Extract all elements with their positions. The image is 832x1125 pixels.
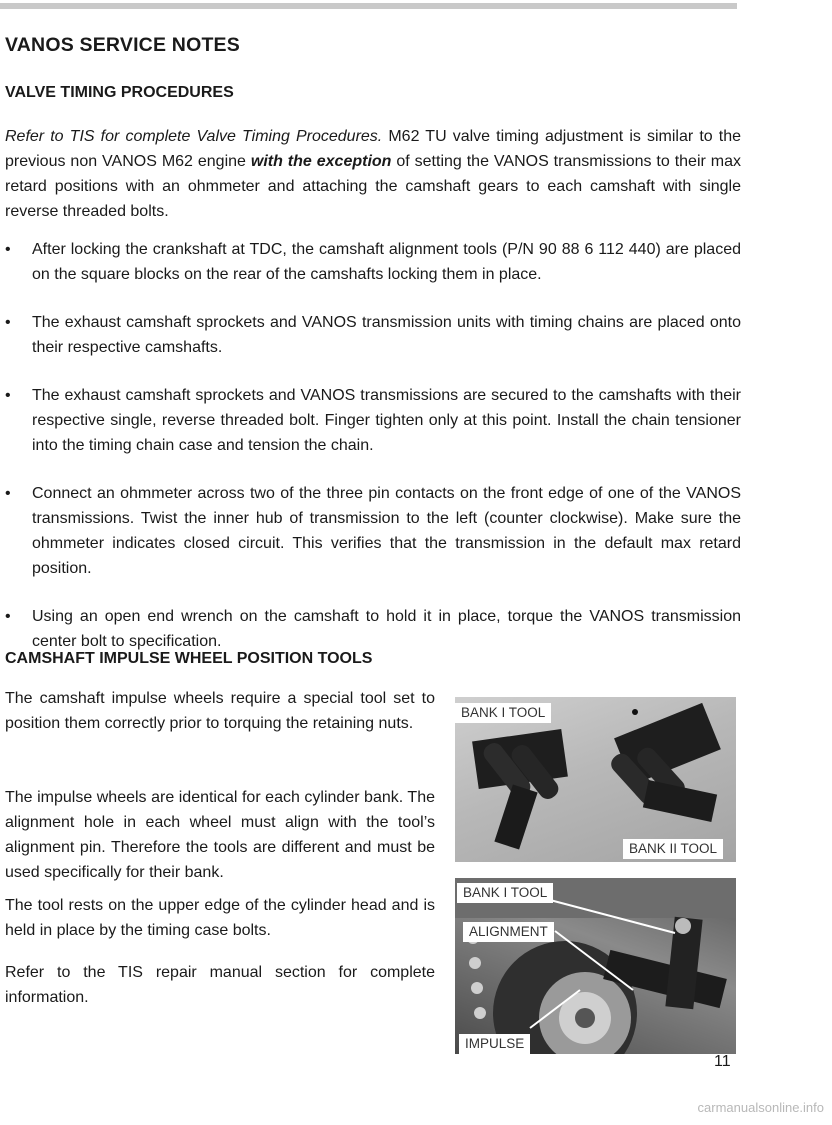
tool-set-photo: [455, 697, 736, 862]
bullet-icon: •: [5, 241, 11, 258]
bank-one-tool-label: BANK I TOOL: [457, 883, 553, 903]
section-heading-impulse-tools: CAMSHAFT IMPULSE WHEEL POSITION TOOLS: [5, 650, 373, 667]
bullet-icon: •: [5, 387, 11, 404]
header-rule: [0, 3, 737, 9]
body-paragraph: The impulse wheels are identical for each cylinder bank. The alignment hole in each wheel must align with the tool’s alignment pin. Therefore the tools are different and must be used specifically for their bank.: [5, 789, 435, 881]
body-paragraph: The tool rests on the upper edge of the cylinder head and is held in place by the timing case bolts.: [5, 897, 435, 939]
alignment-label: ALIGNMENT: [463, 922, 554, 942]
list-item: • The exhaust camshaft sprockets and VANOS transmission units with timing chains are placed onto their respective camshafts.: [5, 310, 741, 360]
bank-two-tool-label: BANK II TOOL: [623, 839, 723, 859]
list-item: • The exhaust camshaft sprockets and VANOS transmissions are secured to the camshafts with their respective single, reverse threaded bolt. Finger tighten only at this point. Install the chain tensioner into the timing chain case and tension the chain.: [5, 383, 741, 458]
page-title: VANOS SERVICE NOTES: [5, 34, 240, 56]
intro-lead: Refer to TIS for complete Valve Timing Procedures.: [5, 128, 383, 145]
intro-part2: of setting the VANOS transmissions to their max retard positions with an ohmmeter and attaching the camshaft gears to each camshaft with single reverse threaded bolts.: [5, 153, 741, 220]
procedure-list: [5, 237, 741, 677]
list-item: • Using an open end wrench on the camshaft to hold it in place, torque the VANOS transmission center bolt to specification.: [5, 604, 741, 654]
bullet-icon: •: [5, 314, 11, 331]
bullet-icon: •: [5, 485, 11, 502]
page-number: 11: [714, 1053, 731, 1070]
installed-tool-photo: [455, 878, 736, 1054]
body-paragraph: Refer to the TIS repair manual section for complete information.: [5, 964, 435, 1006]
list-item: • After locking the crankshaft at TDC, the camshaft alignment tools (P/N 90 88 6 112 440) are placed on the square blocks on the rear of the camshafts locking them in place.: [5, 237, 741, 287]
watermark: carmanualsonline.info: [697, 1100, 824, 1115]
intro-part1: M62 TU valve timing adjustment is similar to the previous non VANOS M62 engine: [5, 128, 742, 170]
installed-tool-illustration: [455, 878, 736, 1054]
section-heading-valve-timing: VALVE TIMING PROCEDURES: [5, 84, 234, 101]
bullet-icon: •: [5, 608, 11, 625]
intro-exception: with the exception: [250, 153, 392, 170]
body-paragraph: The camshaft impulse wheels require a special tool set to position them correctly prior to torquing the retaining nuts.: [5, 690, 435, 732]
impulse-label: IMPULSE: [459, 1034, 530, 1054]
list-item: • Connect an ohmmeter across two of the three pin contacts on the front edge of one of the VANOS transmissions. Twist the inner hub of transmission to the left (counter clockwise). Make sure the ohmmeter indicates closed circuit. This verifies that the transmission in the default max retard position.: [5, 481, 741, 581]
bank-one-tool-label: BANK I TOOL: [455, 703, 551, 723]
intro-paragraph: [5, 124, 741, 224]
